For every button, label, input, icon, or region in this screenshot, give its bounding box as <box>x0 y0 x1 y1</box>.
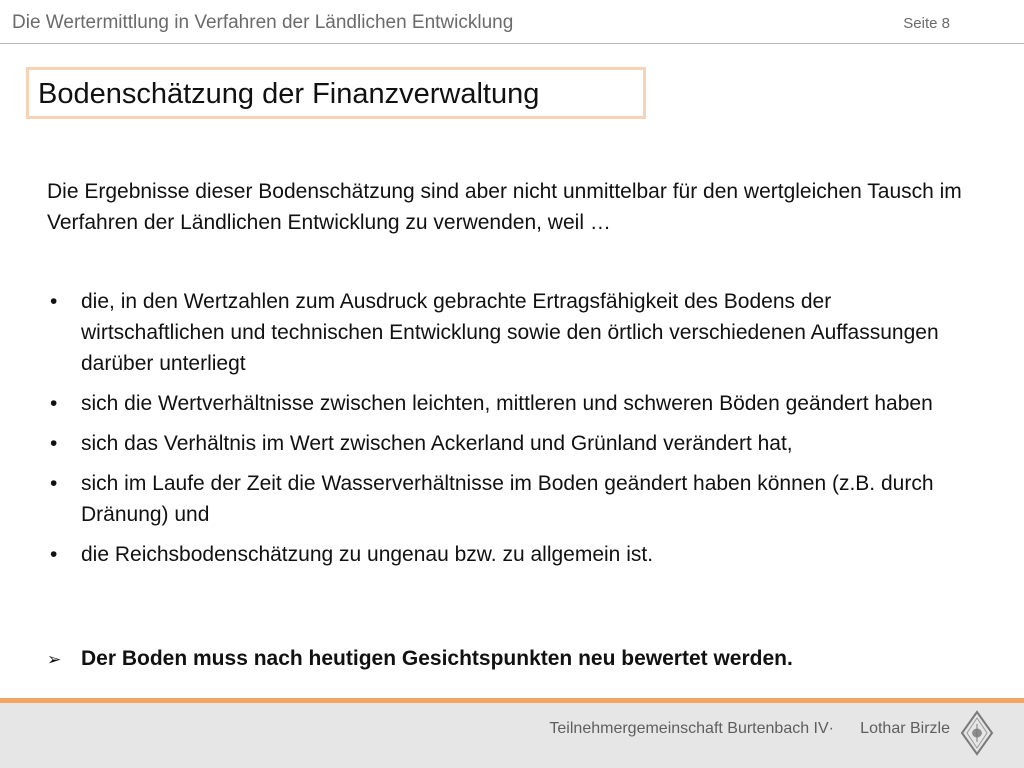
intro-paragraph: Die Ergebnisse dieser Bodenschätzung sind aber nicht unmittelbar für den wertgleichen Tausch im Verfahren der Ländlichen Entwicklung zu verwenden, weil … <box>47 180 962 234</box>
list-item <box>47 428 977 459</box>
list-item <box>47 539 977 570</box>
list-item-text: sich die Wertverhältnisse zwischen leichten, mittleren und schweren Böden geändert haben <box>81 392 933 415</box>
reasons-list <box>47 286 977 579</box>
list-item <box>47 388 977 419</box>
slide-title-box <box>26 67 646 119</box>
bullet-icon: • <box>50 543 58 566</box>
presentation-title: Die Wertermittlung in Verfahren der Ländlichen Entwicklung <box>12 12 514 33</box>
page-number: Seite 8 <box>903 15 950 32</box>
bullet-icon: • <box>50 392 58 415</box>
bullet-icon: • <box>50 432 58 455</box>
list-item-text: die, in den Wertzahlen zum Ausdruck gebrachte Ertragsfähigkeit des Bodens der wirtschaftlichen und technischen Entwicklung sowie den örtlich verschiedenen Auffassungen darüber unterliegt <box>81 290 939 375</box>
conclusion-text: Der Boden muss nach heutigen Gesichtspunkten neu bewertet werden. <box>81 647 793 670</box>
footer-organization: Teilnehmergemeinschaft Burtenbach IV· <box>549 720 834 737</box>
list-item-text: sich das Verhältnis im Wert zwischen Ackerland und Grünland verändert hat, <box>81 432 793 455</box>
bullet-icon: • <box>50 472 58 495</box>
list-item-text: sich im Laufe der Zeit die Wasserverhältnisse im Boden geändert haben können (z.B. durch Dränung) und <box>81 472 934 526</box>
diamond-emblem-icon <box>960 710 994 756</box>
conclusion-statement <box>47 643 987 675</box>
page-footer <box>0 703 1024 768</box>
bullet-icon: • <box>50 290 58 313</box>
list-item-text: die Reichsbodenschätzung zu ungenau bzw. zu allgemein ist. <box>81 543 654 566</box>
footer-author: Lothar Birzle <box>860 720 950 737</box>
list-item <box>47 468 977 530</box>
slide-title: Bodenschätzung der Finanzverwaltung <box>38 78 540 110</box>
list-item <box>47 286 977 379</box>
page-header <box>0 0 1024 44</box>
arrow-bullet-icon: ➢ <box>47 650 62 669</box>
